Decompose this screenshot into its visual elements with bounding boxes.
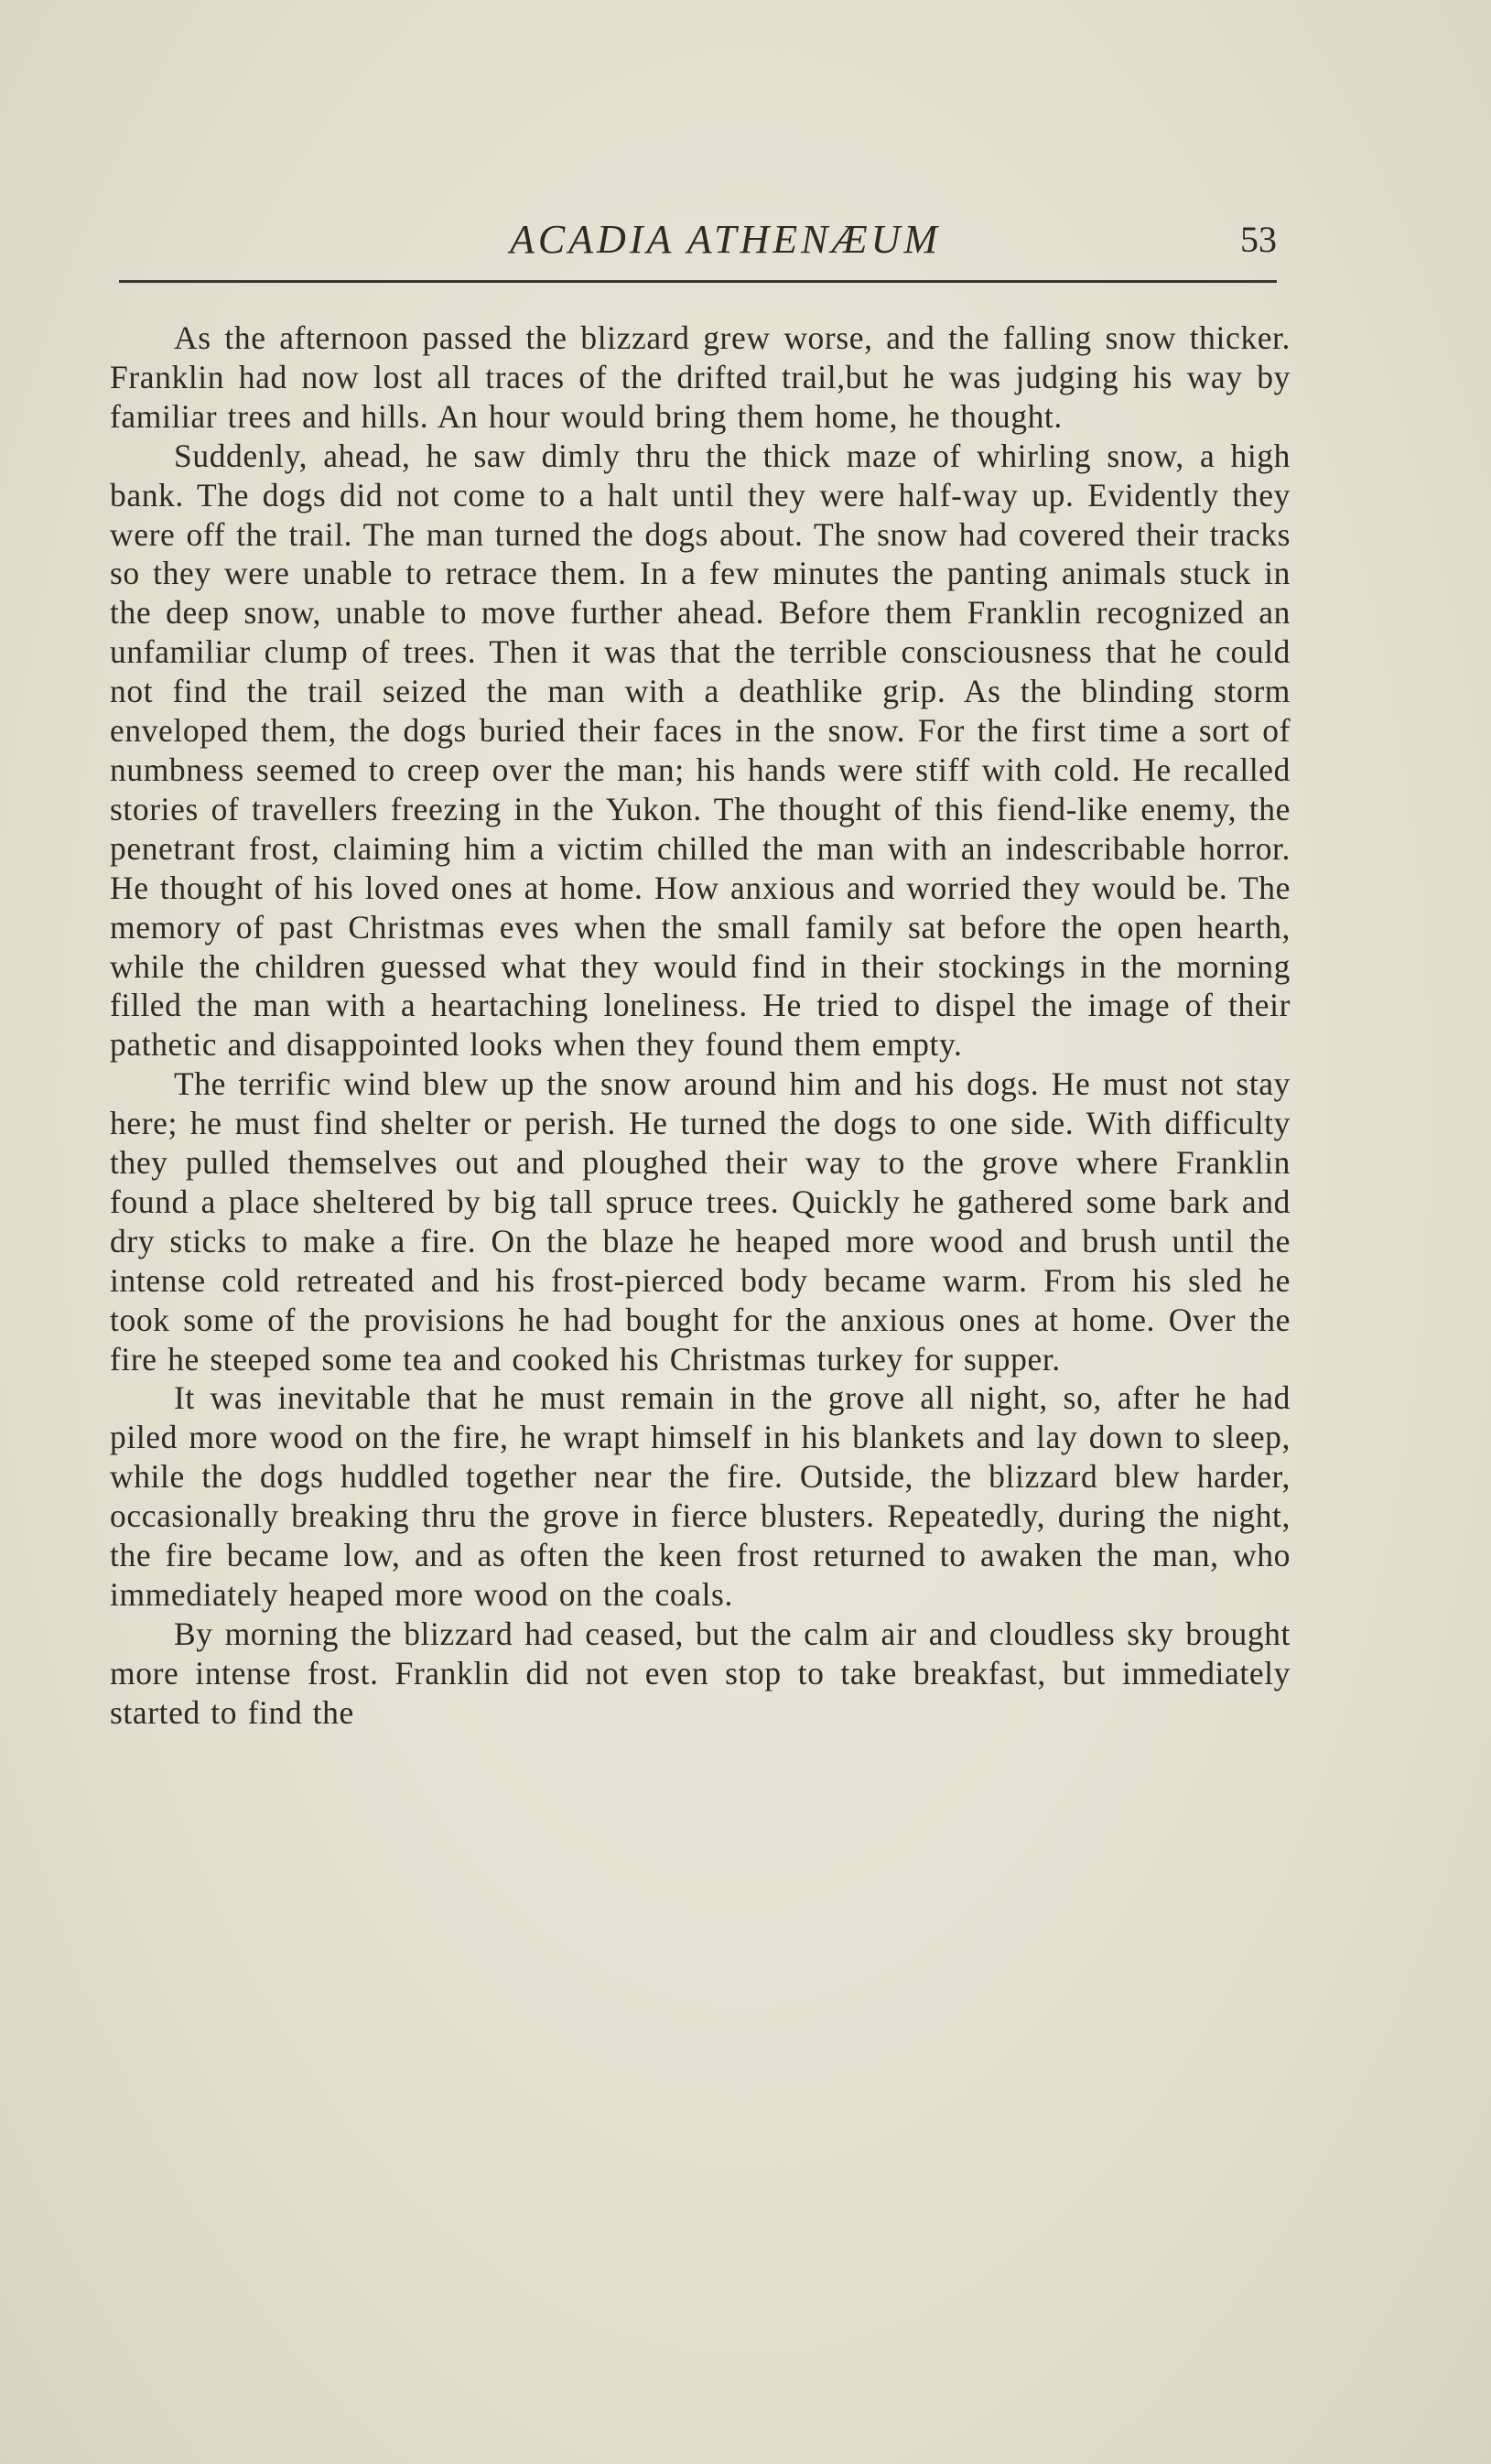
paragraph: As the afternoon passed the blizzard grew worse, and the falling snow thicker. Franklin had now lost all traces of the drifted trail,but he was judging his way by familiar trees and hills. An hour would bring them home, he thought. [110,319,1291,435]
page-number: 53 [1240,219,1277,260]
page-header [119,216,1277,282]
running-title: ACADIA ATHENÆUM [509,217,942,262]
paragraph: By morning the blizzard had ceased, but the calm air and cloudless sky brought more intense frost. Franklin did not even stop to take breakfast, but immediately started to find the [110,1615,1291,1731]
article-body [110,319,1291,1733]
paragraph: Suddenly, ahead, he saw dimly thru the thick maze of whirling snow, a high bank. The dogs did not come to a halt until they were half-way up. Evidently they were off the trail. The man turned the dogs about. The snow had covered their tracks so they were unable to retrace them. In a few minutes the panting animals stuck in the deep snow, unable to move further ahead. Before them Franklin recognized an unfamiliar clump of trees. Then it was that the terrible consciousness that he could not find the trail seized the man with a deathlike grip. As the blinding storm enveloped them, the dogs buried their faces in the snow. For the first time a sort of numbness seemed to creep over the man; his hands were stiff with cold. He recalled stories of travellers freezing in the Yukon. The thought of this fiend-like enemy, the penetrant frost, claiming him a victim chilled the man with an indescribable horror. He thought of his loved ones at home. How anxious and worried they would be. The memory of past Christmas eves when the small family sat before the open hearth, while the children guessed what they would find in their stockings in the morning filled the man with a heartaching loneliness. He tried to dispel the image of their pathetic and disappointed looks when they found them empty. [110,437,1291,1064]
paragraph: The terrific wind blew up the snow around him and his dogs. He must not stay here; he must find shelter or perish. He turned the dogs to one side. With difficulty they pulled themselves out and ploughed their way to the grove where Franklin found a place sheltered by big tall spruce trees. Quickly he gathered some bark and dry sticks to make a fire. On the blaze he heaped more wood and brush until the intense cold retreated and his frost-pierced body became warm. From his sled he took some of the provisions he had bought for the anxious ones at home. Over the fire he steeped some tea and cooked his Christmas turkey for supper. [110,1065,1291,1378]
paragraph: It was inevitable that he must remain in the grove all night, so, after he had piled more wood on the fire, he wrapt himself in his blankets and lay down to sleep, while the dogs huddled together near the fire. Outside, the blizzard blew harder, occasionally breaking thru the grove in fierce blusters. Repeatedly, during the night, the fire became low, and as often the keen frost returned to awaken the man, who immediately heaped more wood on the coals. [110,1379,1291,1613]
header-rule [119,280,1277,283]
